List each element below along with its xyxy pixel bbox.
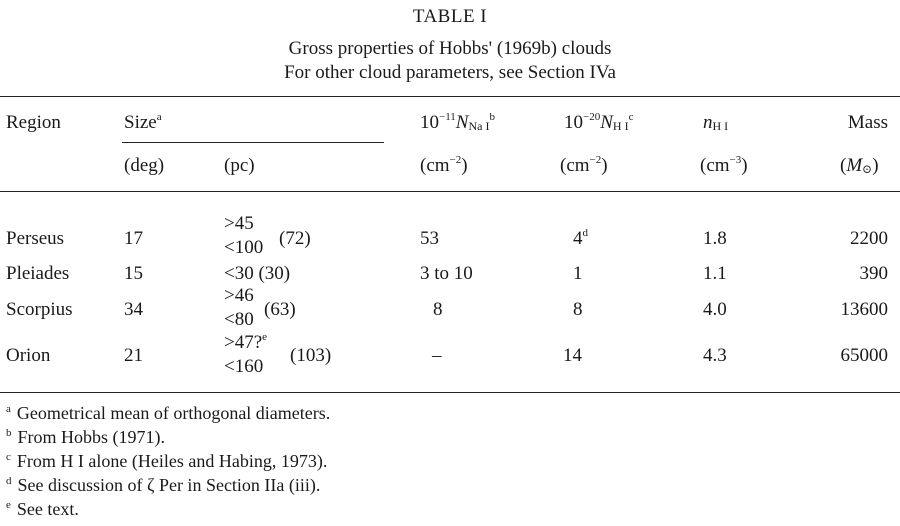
- footnote-d: [6, 475, 320, 496]
- unit-mass-close: ): [872, 155, 879, 176]
- row-scorpius-na: 8: [433, 299, 443, 320]
- header-na-column: [420, 112, 495, 134]
- row-perseus-h: [573, 228, 588, 250]
- header-n-sub: H I: [712, 119, 729, 133]
- unit-na-exp: −2: [449, 154, 462, 166]
- header-n-sym: n: [703, 112, 713, 133]
- row-pleiades-na: 3 to 10: [420, 263, 473, 284]
- unit-na-close: ): [461, 155, 468, 176]
- bottom-rule: [0, 392, 900, 393]
- footnote-e: [6, 499, 79, 520]
- header-h-column: [564, 112, 633, 134]
- header-size: [124, 112, 162, 134]
- row-perseus-h-note: d: [582, 227, 588, 239]
- footnote-e-mark: e: [6, 499, 11, 511]
- row-scorpius-mass: 13600: [840, 299, 888, 320]
- header-mass: Mass: [847, 112, 888, 133]
- header-na-note: b: [489, 111, 495, 123]
- footnote-b-mark: b: [6, 427, 12, 439]
- row-pleiades-n: 1.1: [703, 263, 727, 284]
- unit-h-exp: −2: [589, 154, 602, 166]
- row-orion-deg: 21: [124, 345, 143, 366]
- row-scorpius-pc-paren: (63): [264, 299, 296, 320]
- footnote-c-mark: c: [6, 451, 11, 463]
- top-rule: [0, 96, 900, 97]
- unit-mass: [840, 155, 879, 177]
- row-perseus-pc-top: >45: [224, 213, 254, 234]
- table-label: TABLE I: [412, 6, 488, 27]
- header-h-note: c: [628, 111, 634, 123]
- unit-na-base: (cm: [420, 155, 450, 176]
- unit-n-exp: −3: [729, 154, 742, 166]
- unit-pc: (pc): [224, 155, 255, 176]
- header-size-note: a: [156, 111, 162, 123]
- row-orion-pc-paren: (103): [290, 345, 332, 366]
- header-h-exp: −20: [583, 111, 601, 123]
- row-pleiades-region: Pleiades: [6, 263, 70, 284]
- header-h-sym: N: [600, 112, 613, 133]
- unit-n-close: ): [741, 155, 748, 176]
- row-orion-pc-top: [224, 332, 267, 354]
- footnote-b: [6, 427, 165, 448]
- row-orion-pc-top-note: e: [262, 331, 268, 343]
- footnote-c-text: From H I alone (Heiles and Habing, 1973).: [16, 451, 328, 471]
- row-pleiades-mass: 390: [859, 263, 888, 284]
- footnote-b-text: From Hobbs (1971).: [17, 427, 165, 447]
- header-na-sub: Na I: [468, 119, 490, 133]
- table-caption-line-1: Gross properties of Hobbs' (1969b) clouds: [288, 38, 612, 59]
- footnote-d-mark: d: [6, 475, 12, 487]
- row-orion-na: –: [432, 345, 442, 366]
- row-orion-n: 4.3: [703, 345, 727, 366]
- unit-h: [560, 155, 608, 177]
- row-perseus-n: 1.8: [703, 228, 727, 249]
- row-pleiades-pc: <30 (30): [224, 263, 291, 284]
- unit-mass-open: (: [840, 155, 847, 176]
- row-pleiades-h: 1: [573, 263, 583, 284]
- footnote-a: [6, 403, 330, 424]
- row-perseus-deg: 17: [124, 228, 143, 249]
- row-scorpius-region: Scorpius: [6, 299, 73, 320]
- footnote-e-text: See text.: [16, 499, 79, 519]
- row-orion-region: Orion: [6, 345, 51, 366]
- unit-n-base: (cm: [700, 155, 730, 176]
- row-orion-h: 14: [563, 345, 582, 366]
- row-scorpius-h: 8: [573, 299, 583, 320]
- header-n-column: [703, 112, 728, 134]
- row-perseus-region: Perseus: [6, 228, 65, 249]
- footnote-d-text: See discussion of ζ Per in Section IIa (iii).: [17, 475, 321, 495]
- row-pleiades-deg: 15: [124, 263, 143, 284]
- header-region: Region: [6, 112, 61, 133]
- row-orion-mass: 65000: [840, 345, 888, 366]
- unit-h-base: (cm: [560, 155, 590, 176]
- header-size-label: Size: [124, 112, 157, 133]
- unit-mass-sym: M: [846, 155, 863, 176]
- header-h-prefix: 10: [564, 112, 583, 133]
- row-scorpius-pc-top: >46: [224, 285, 254, 306]
- footnote-a-text: Geometrical mean of orthogonal diameters.: [16, 403, 331, 423]
- row-perseus-pc-paren: (72): [279, 228, 311, 249]
- row-scorpius-n: 4.0: [703, 299, 727, 320]
- unit-mass-sub: ⊙: [862, 162, 873, 176]
- unit-h-close: ): [601, 155, 608, 176]
- row-scorpius-deg: 34: [124, 299, 143, 320]
- footnote-a-mark: a: [6, 403, 11, 415]
- header-h-sub: H I: [612, 119, 629, 133]
- footnote-c: [6, 451, 327, 472]
- header-na-prefix: 10: [420, 112, 439, 133]
- row-orion-pc-bot: <160: [224, 356, 264, 377]
- header-rule: [0, 191, 900, 192]
- unit-n: [700, 155, 748, 177]
- row-perseus-pc-bot: <100: [224, 237, 264, 258]
- row-perseus-h-value: 4: [573, 228, 583, 249]
- unit-na: [420, 155, 468, 177]
- row-orion-pc-top-value: >47?: [224, 332, 263, 353]
- row-scorpius-pc-bot: <80: [224, 309, 254, 330]
- size-group-rule: [122, 142, 384, 143]
- row-perseus-mass: 2200: [850, 228, 888, 249]
- header-na-exp: −11: [439, 111, 456, 123]
- unit-deg: (deg): [124, 155, 165, 176]
- row-perseus-na: 53: [420, 228, 439, 249]
- table-caption-line-2: For other cloud parameters, see Section IVa: [284, 62, 616, 83]
- header-na-sym: N: [455, 112, 469, 133]
